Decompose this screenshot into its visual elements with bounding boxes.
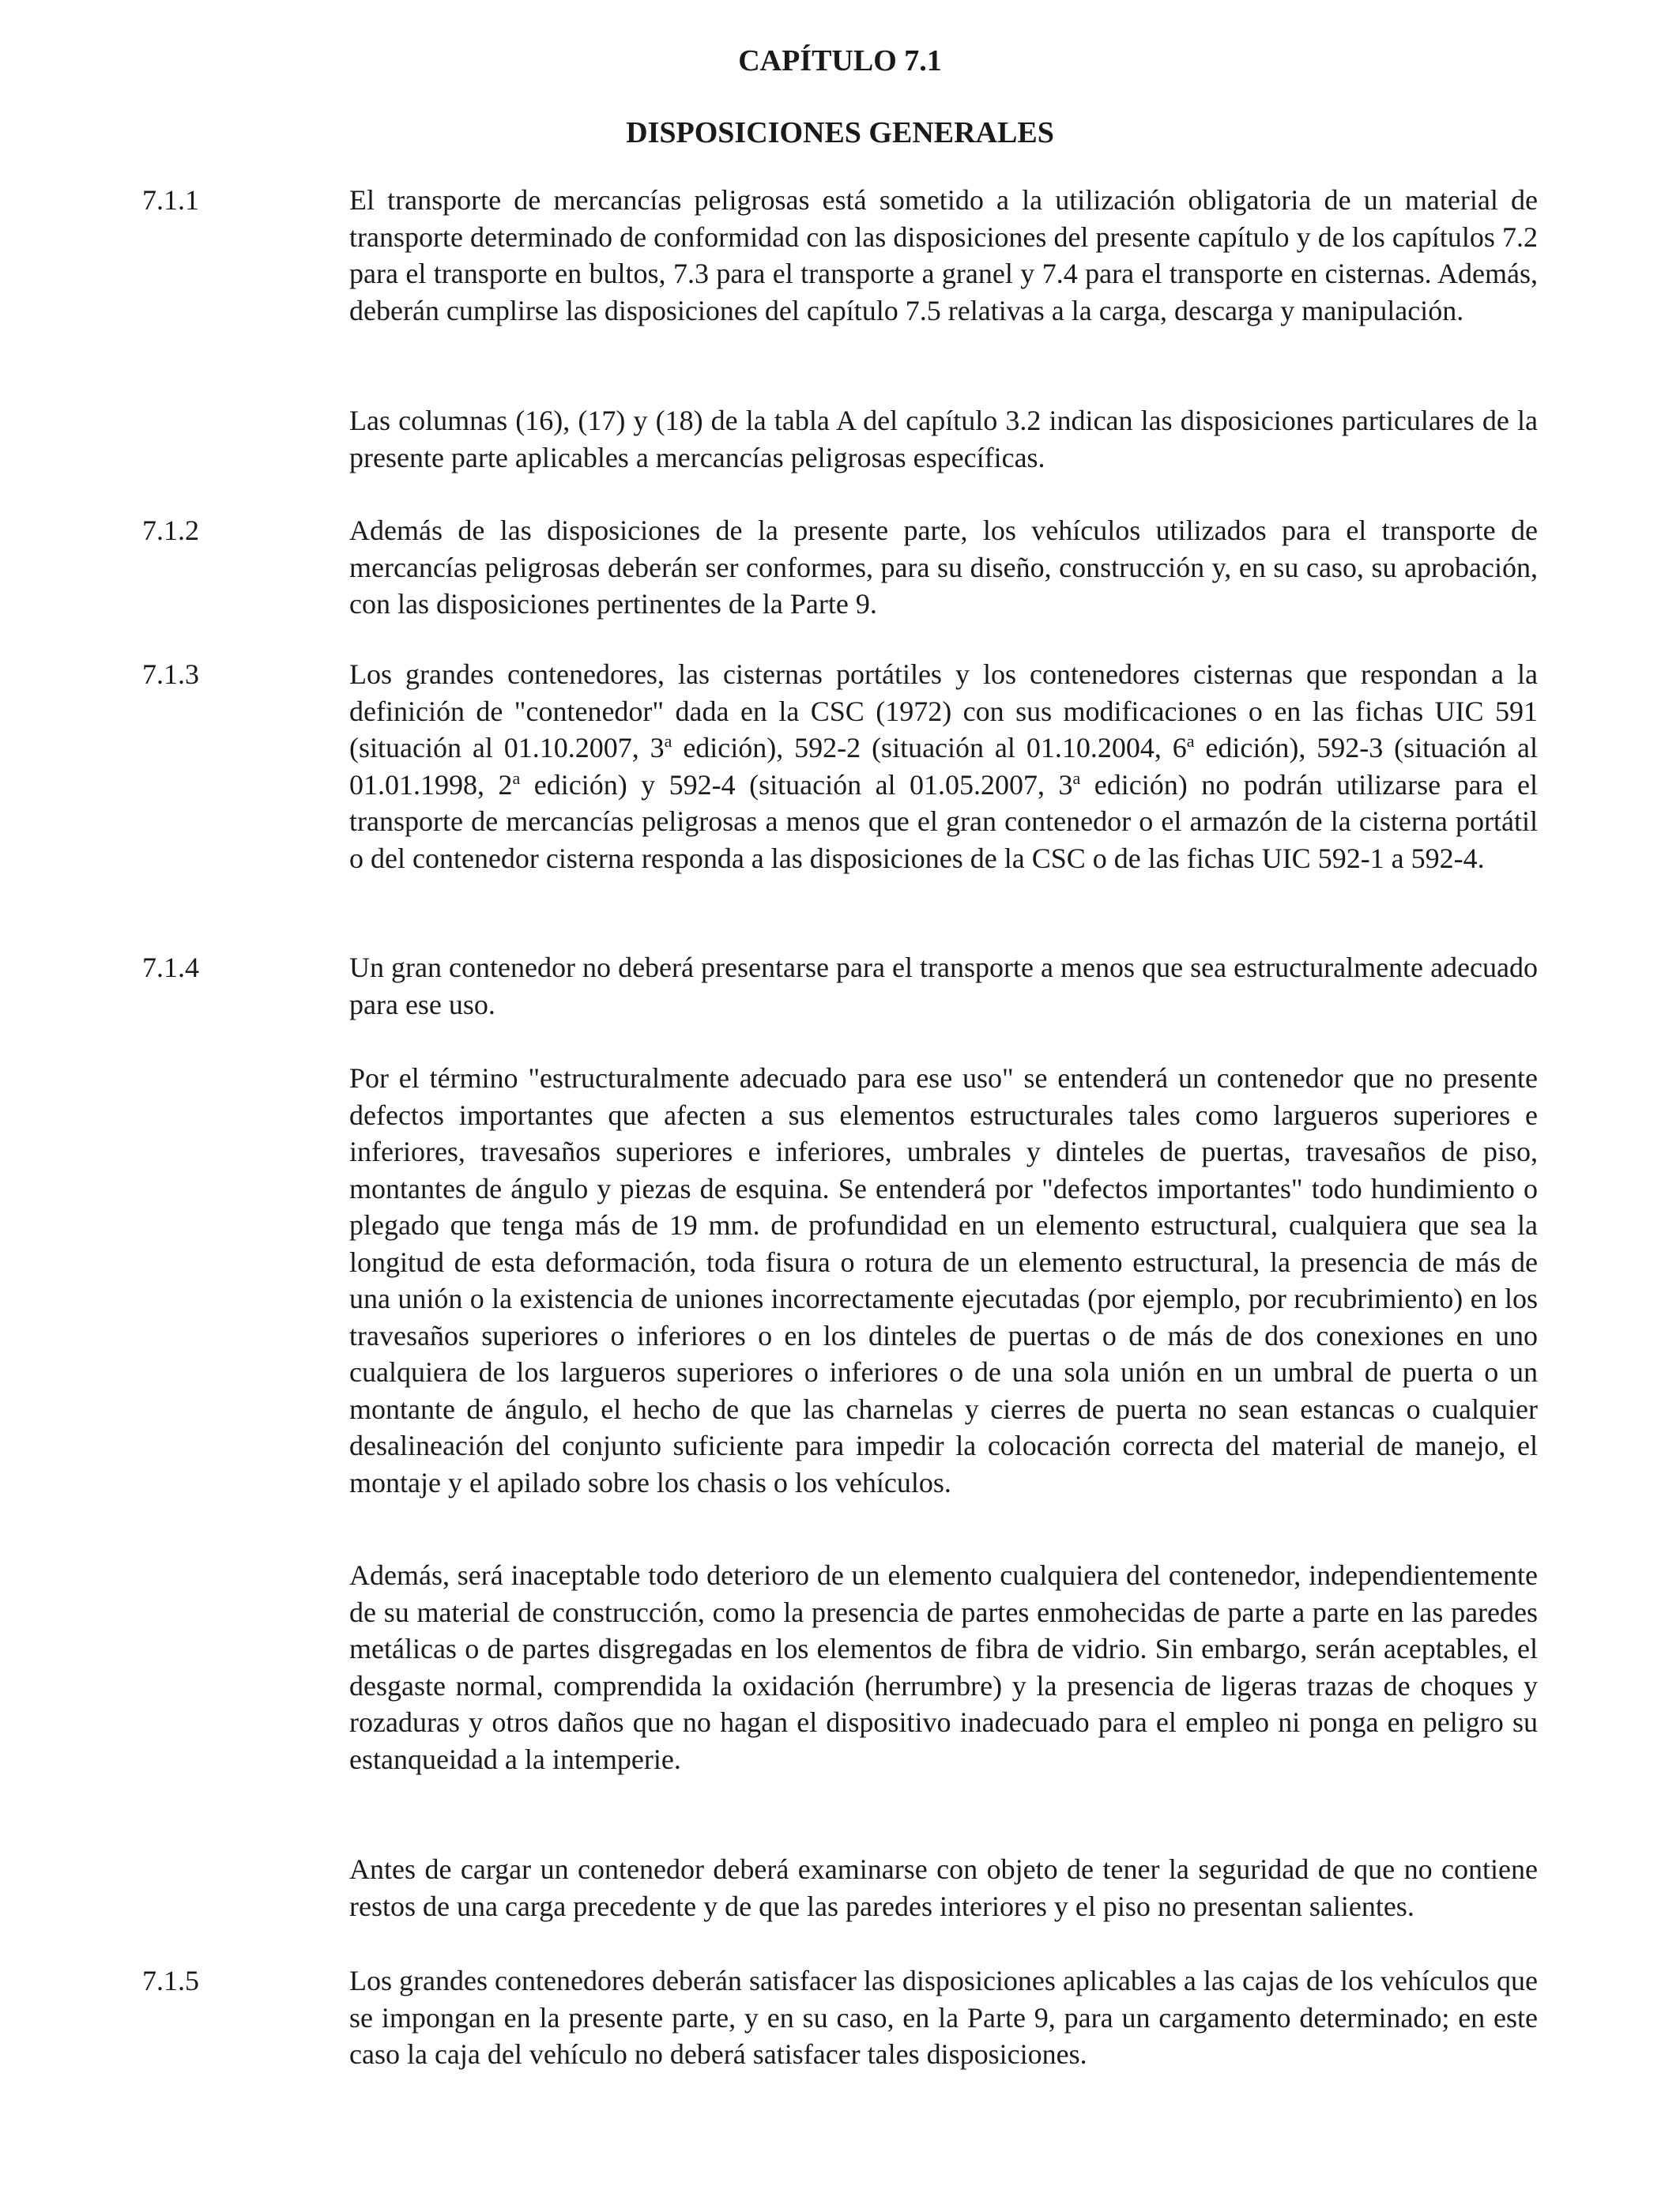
section-paragraph: Además de las disposiciones de la presente parte, los vehículos utilizados para el transporte de mercancías peligrosas deberán ser conformes, para su diseño, construcción y, en su caso, su aprobación, con las disposiciones pertinentes de la Parte 9. <box>349 515 1538 620</box>
section-number: 7.1.3 <box>142 658 199 690</box>
section-number: 7.1.2 <box>142 515 199 546</box>
chapter-subtitle: DISPOSICIONES GENERALES <box>626 116 1054 149</box>
section-number: 7.1.1 <box>142 184 199 216</box>
section-paragraph: Las columnas (16), (17) y (18) de la tabla A del capítulo 3.2 indican las disposiciones particulares de la presente parte aplicables a mercancías peligrosas específicas. <box>349 405 1538 473</box>
section-paragraph: Un gran contenedor no deberá presentarse para el transporte a menos que sea estructuralmente adecuado para ese uso. <box>349 952 1538 1020</box>
section-paragraph: El transporte de mercancías peligrosas está sometido a la utilización obligatoria de un material de transporte determinado de conformidad con las disposiciones del presente capítulo y de los capítulos 7.2 para el transporte en bultos, 7.3 para el transporte a granel y 7.4 para el transporte en cisternas. Además, deberán cumplirse las disposiciones del capítulo 7.5 relativas a la carga, descarga y manipulación. <box>349 184 1538 326</box>
section-paragraph: Los grandes contenedores deberán satisfacer las disposiciones aplicables a las cajas de los vehículos que se impongan en la presente parte, y en su caso, en la Parte 9, para un cargamento determinado; en este caso la caja del vehículo no deberá satisfacer tales disposiciones. <box>349 1965 1538 2070</box>
section-number: 7.1.5 <box>142 1965 199 1996</box>
section-paragraph: Además, será inaceptable todo deterioro de un elemento cualquiera del contenedor, independientemente de su material de construcción, como la presencia de partes enmohecidas de parte a parte en las paredes metálicas o de partes disgregadas en los elementos de fibra de vidrio. Sin embargo, serán aceptables, el desgaste normal, comprendida la oxidación (herrumbre) y la presencia de ligeras trazas de choques y rozaduras y otros daños que no hagan el dispositivo inadecuado para el empleo ni ponga en peligro su estanqueidad a la intemperie. <box>349 1559 1538 1775</box>
chapter-title: CAPÍTULO 7.1 <box>738 44 942 77</box>
section-paragraph: Por el término "estructuralmente adecuado para ese uso" se entenderá un contenedor que no presente defectos importantes que afecten a sus elementos estructurales tales como largueros superiores e inferiores, travesaños superiores e inferiores, umbrales y dinteles de puertas, travesaños de piso, montantes de ángulo y piezas de esquina. Se entenderá por "defectos importantes" todo hundimiento o plegado que tenga más de 19 mm. de profundidad en un elemento estructural, cualquiera que sea la longitud de esta deformación, toda fisura o rotura de un elemento estructural, la presencia de más de una unión o la existencia de uniones incorrectamente ejecutadas (por ejemplo, por recubrimiento) en los travesaños superiores o inferiores o en los dinteles de puertas o de más de dos conexiones en uno cualquiera de los largueros superiores o inferiores o de una sola unión en un umbral de puerta o un montante de ángulo, el hecho de que las charnelas y cierres de puerta no sean estancas o cualquier desalineación del conjunto suficiente para impedir la colocación correcta del material de manejo, el montaje y el apilado sobre los chasis o los vehículos. <box>349 1062 1538 1498</box>
section-paragraph: Antes de cargar un contenedor deberá examinarse con objeto de tener la seguridad de que no contiene restos de una carga precedente y de que las paredes interiores y el piso no presentan salientes. <box>349 1853 1538 1922</box>
section-number: 7.1.4 <box>142 952 199 983</box>
section-paragraph: Los grandes contenedores, las cisternas portátiles y los contenedores cisternas que respondan a la definición de "contenedor" dada en la CSC (1972) con sus modificaciones o en las fichas UIC 591 (situación al 01.10.2007, 3$^a$ edición), 592-2 (situación al 01.10.2004, 6$^a$ edición), 592-3 (situación al 01.01.1998, 2$^a$ edición) y 592-4 (situación al 01.05.2007, 3$^a$ edición) no podrán utilizarse para el transporte de mercancías peligrosas a menos que el gran contenedor o el armazón de la cisterna portátil o del contenedor cisterna responda a las disposiciones de la CSC o de las fichas UIC 592-1 a 592-4. <box>349 658 1538 874</box>
